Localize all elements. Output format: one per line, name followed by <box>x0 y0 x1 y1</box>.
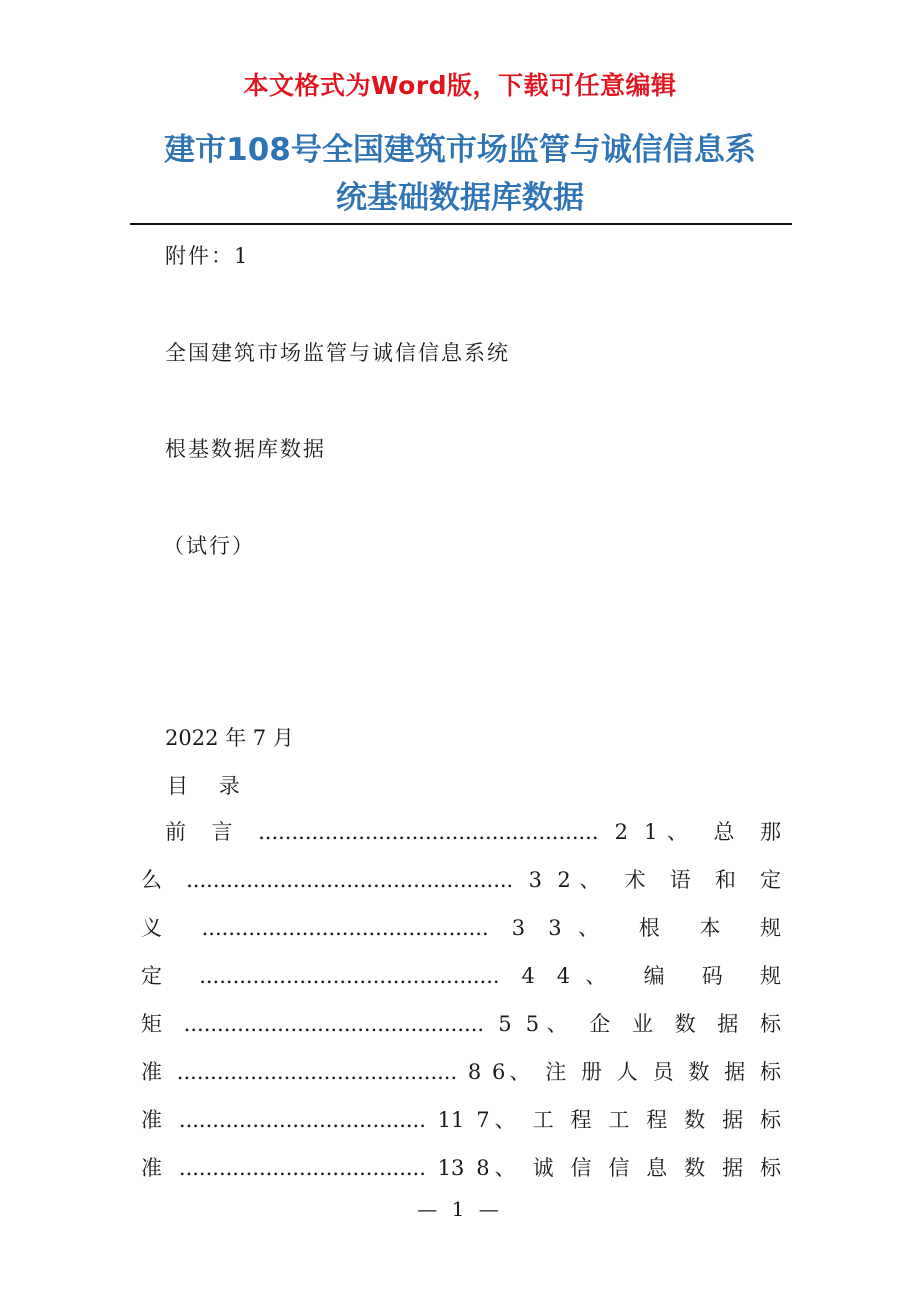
toc-row: 义 ........................................... 3 3、 根 本 规 <box>141 916 781 940</box>
toc-row: 准 .......................................... 8 6、 注 册 人 员 数 据 标 <box>141 1060 781 1084</box>
toc-heading-char-1: 目 <box>167 774 188 798</box>
toc-row: 准 ..................................... 13 8、 诚 信 信 息 数 据 标 <box>141 1156 781 1180</box>
toc-row: 准 ..................................... 11 7、 工 程 工 程 数 据 标 <box>141 1108 781 1132</box>
toc-row: 定 ............................................. 4 4、 编 码 规 <box>141 964 781 988</box>
toc-heading-char-2: 录 <box>218 774 240 798</box>
toc-row: 矩 ............................................. 5 5、 企 业 数 据 标 <box>141 1012 781 1036</box>
document-title-line-1: 建市108号全国建筑市场监管与诚信信息系 <box>164 132 756 168</box>
document-title-line-2: 统基础数据库数据 <box>336 180 584 216</box>
download-banner: 本文格式为Word版，下载可任意编辑 <box>243 71 677 100</box>
toc-heading <box>167 770 240 800</box>
page-number: — 1 — <box>417 1197 503 1221</box>
toc-row: 么 ................................................. 3 2、 术 语 和 定 <box>141 868 781 892</box>
document-date: 2022 年 7 月 <box>165 726 294 750</box>
trial-label: （试行） <box>163 534 255 558</box>
document-name-line-1: 全国建筑市场监管与诚信信息系统 <box>165 341 510 365</box>
toc-row: 前 言 ................................................... 2 1、 总 那 <box>165 820 781 844</box>
attachment-label: 附件：1 <box>165 244 250 268</box>
title-divider <box>130 223 792 225</box>
document-name-line-2: 根基数据库数据 <box>165 437 326 461</box>
